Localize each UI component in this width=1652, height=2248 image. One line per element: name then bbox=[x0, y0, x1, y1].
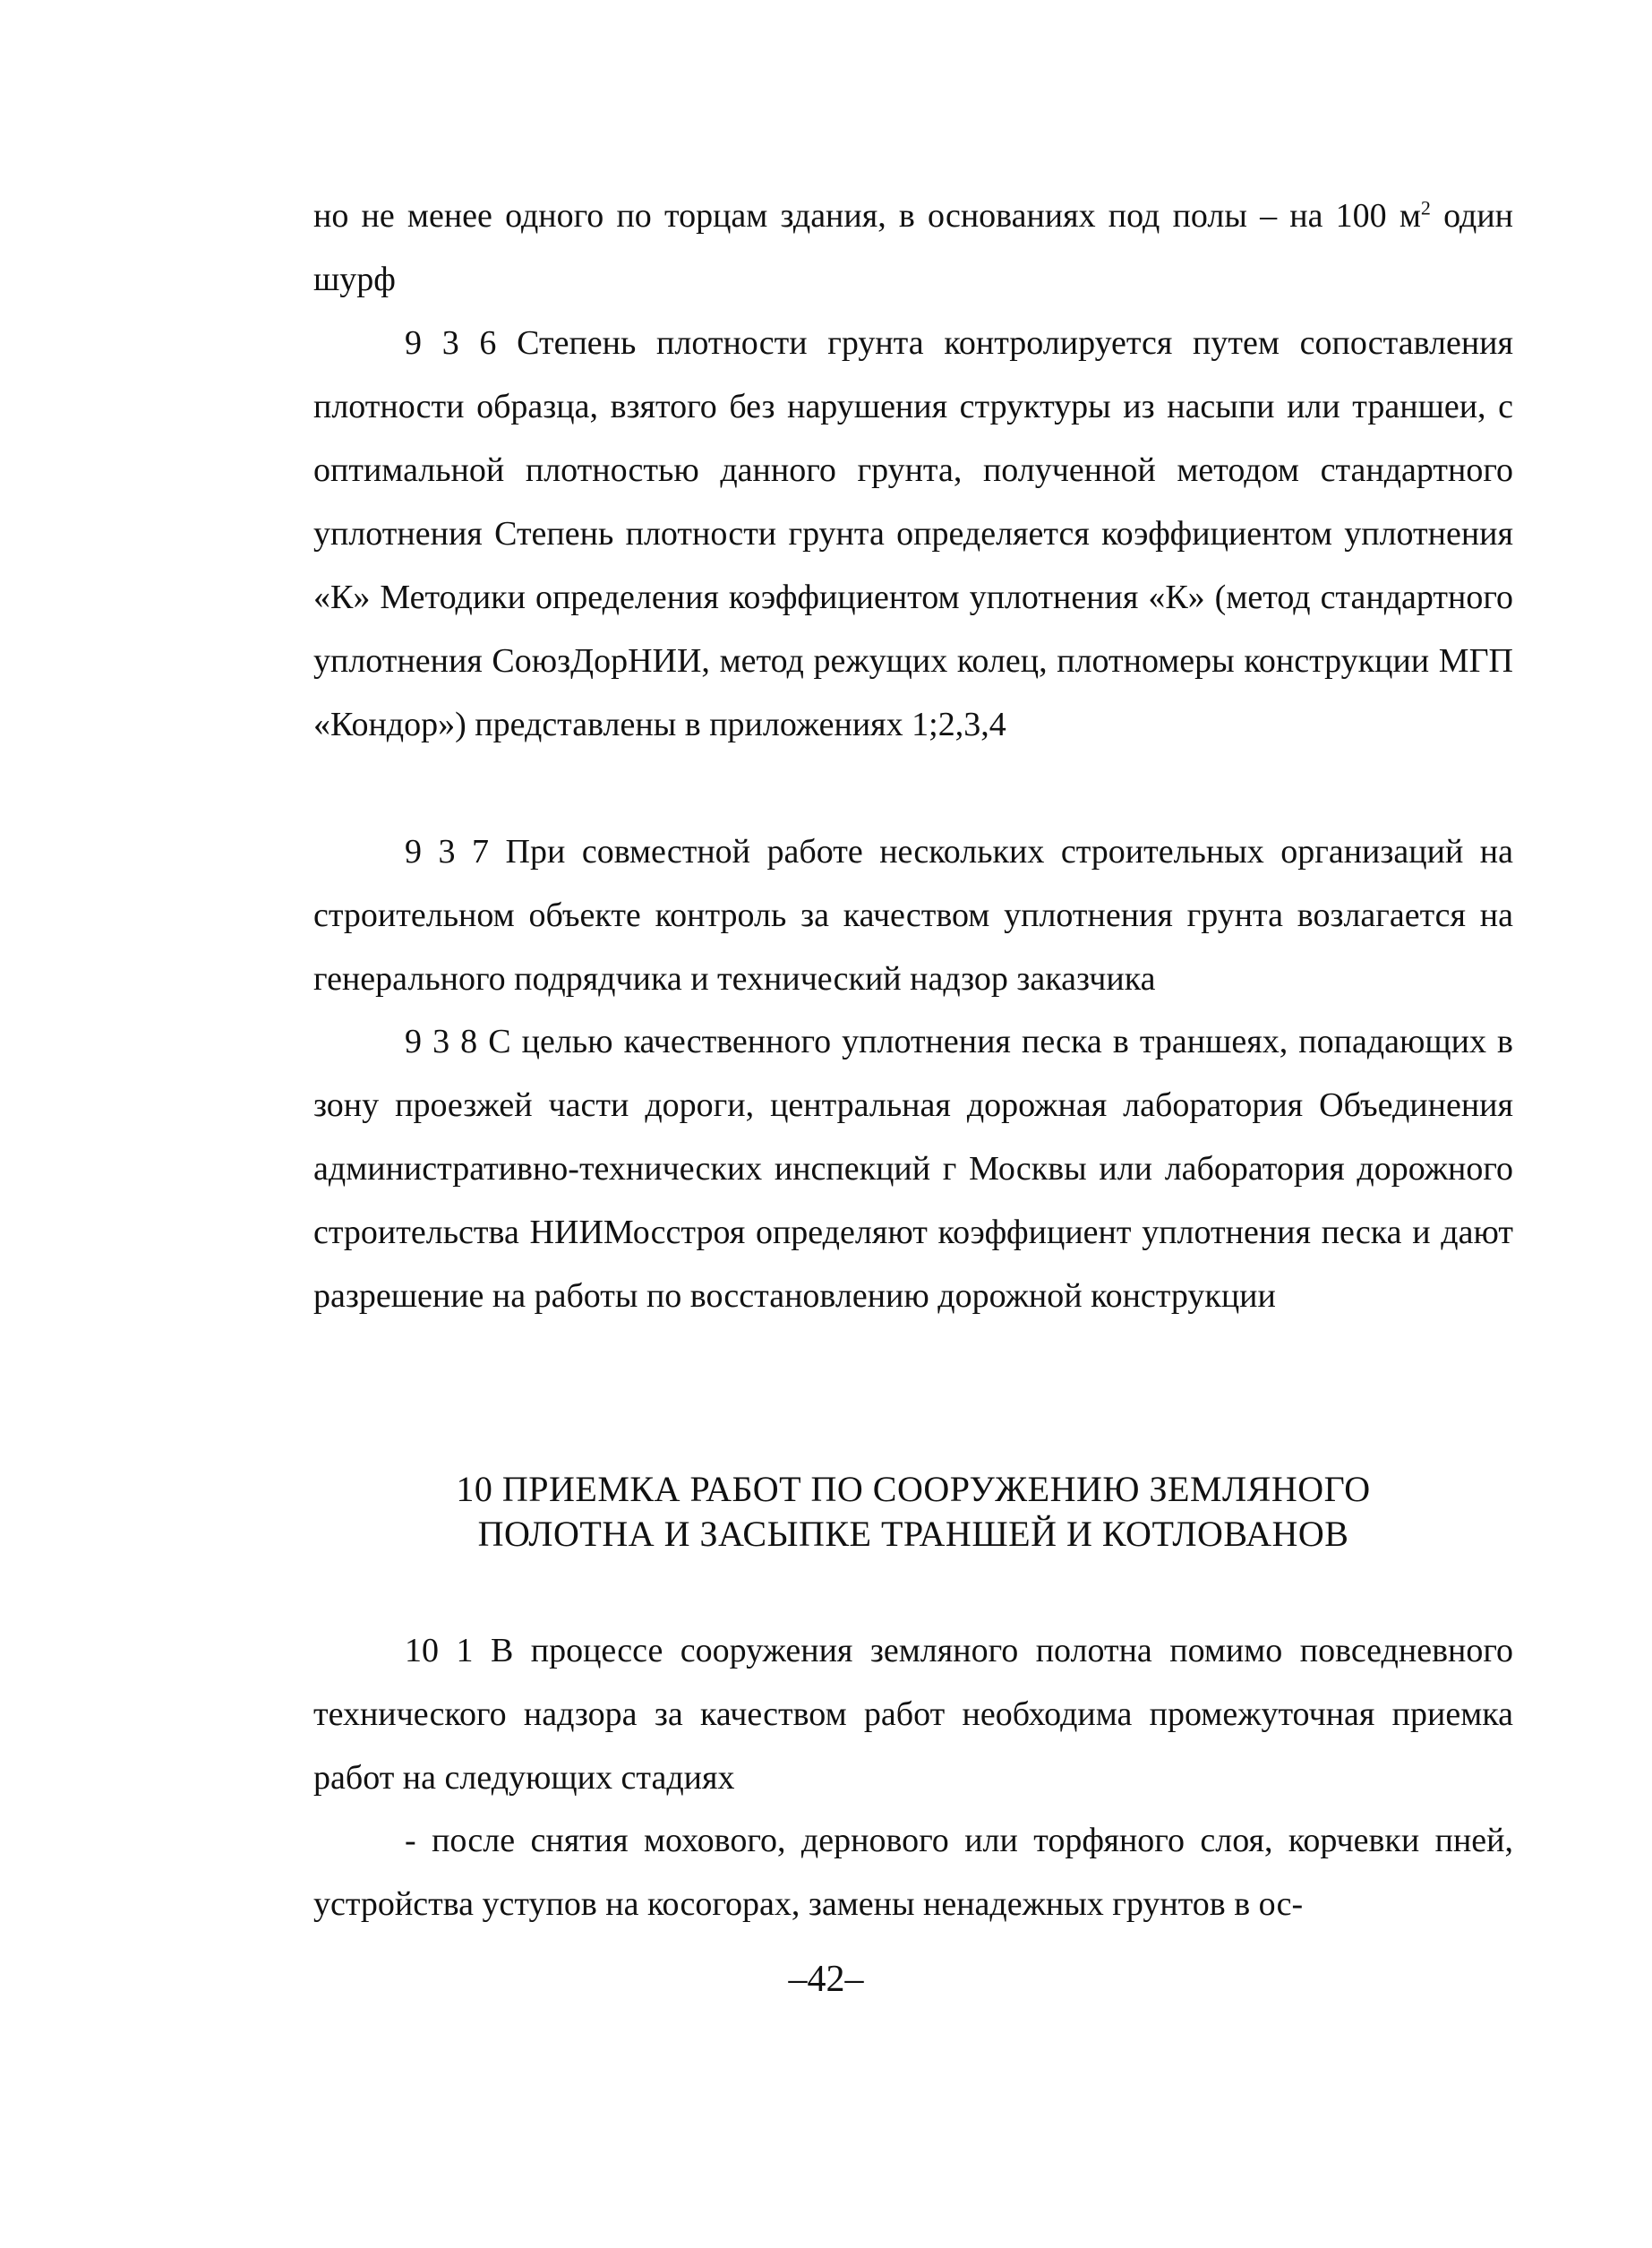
paragraph-936: 9 3 6 Степень плотности грунта контролируется путем сопоставления плотности образца, взятого без нарушения структуры из насыпи или траншеи, с оптимальной плотностью данного грунта, полученной методом стандартного уплотнения Степень плотности грунта определяется коэффициентом уплотнения «К» Методики определения коэффициентом уплотнения «К» (метод стандартного уплотнения СоюзДорНИИ, метод режущих колец, плотномеры конструкции МГП «Кондор») представлены в приложениях 1;2,3,4 bbox=[313, 324, 1513, 743]
section-heading-line-2: ПОЛОТНА И ЗАСЫПКЕ ТРАНШЕЙ И КОТЛОВАНОВ bbox=[477, 1514, 1349, 1554]
intro-text: но не менее одного по торцам здания, в основаниях под полы – на 100 м bbox=[313, 197, 1421, 235]
intro-paragraph bbox=[313, 184, 1513, 312]
intro-superscript: 2 bbox=[1420, 196, 1431, 219]
paragraph-101: 10 1 В процессе сооружения земляного полотна помимо повседневного технического надзора за качеством работ необходима промежуточная приемка работ на следующих стадиях bbox=[313, 1632, 1513, 1797]
intro-tail: один шурф bbox=[313, 197, 1513, 298]
paragraph-938: 9 3 8 С целью качественного уплотнения песка в траншеях, попадающих в зону проезжей части дороги, центральная дорожная лаборатория Объединения административно-технических инспекций г Москвы или лаборатория дорожного строительства НИИМосстроя определяют коэффициент уплотнения песка и дают разрешение на работы по восстановлению дорожной конструкции bbox=[313, 1023, 1513, 1315]
page-number: –42– bbox=[788, 1959, 864, 2000]
section-heading bbox=[313, 1467, 1513, 1557]
section-heading-line-1: 10 ПРИЕМКА РАБОТ ПО СООРУЖЕНИЮ ЗЕМЛЯНОГО bbox=[456, 1469, 1371, 1509]
list-item-after-removal: - после снятия мохового, дернового или торфяного слоя, корчевки пней, устройства уступов на косогорах, замены ненадежных грунтов в ос- bbox=[313, 1822, 1513, 1923]
paragraph-937: 9 3 7 При совместной работе нескольких строительных организаций на строительном объекте контроль за качеством уплотнения грунта возлагается на генерального подрядчика и технический надзор заказчика bbox=[313, 833, 1513, 998]
